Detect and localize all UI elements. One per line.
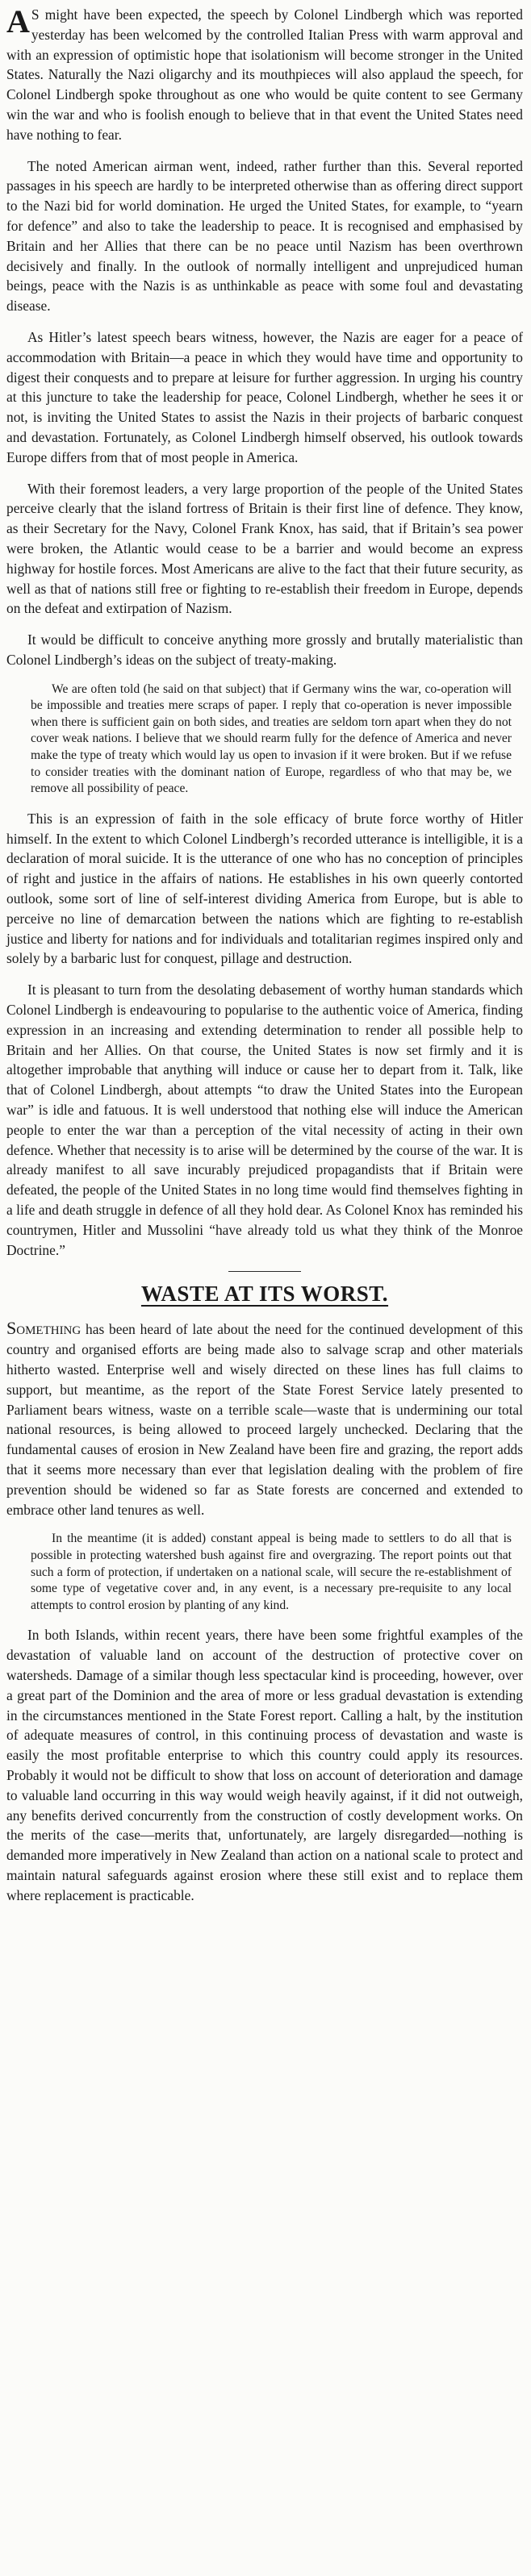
block-quote: In the meantime (it is added) constant appeal is being made to settlers to do all that is possible in protecting watershed bush against fire and overgrazing. The report points out that such a form of protection, if undertaken on a national scale, will secure the re-establishment of some type of vegetative cover and, in any event, is a necessary pre-requisite to any local attempts to control erosion by planting of any kind. bbox=[31, 1532, 512, 1612]
paragraph: This is an expression of faith in the sole efficacy of brute force worthy of Hitler himself. In the extent to which Colonel Lindbergh’s recorded utterance is intelligible, it is a declaration of moral suicide. It is the utterance of one who has no conception of principles of right and justice in the affairs of nations. He establishes in his own queerly contorted outlook, some sort of line of self-interest dividing America from Europe, but is able to perceive no line of demarcation between the nations which are fighting to re-establish justice and liberty for nations and for individuals and totalitarian regimes inspired only and solely by a barbaric lust for conquest, pillage and destruction. bbox=[6, 810, 523, 967]
section-divider bbox=[228, 1271, 301, 1272]
paragraph: With their foremost leaders, a very large proportion of the people of the United States perceive clearly that the island fortress of Britain is their first line of defence. They know, as their Secretary for the Navy, Colonel Frank Knox, has said, that if Britain’s sea power were broken, the Atlantic would cease to be a barrier and would become an express highway for hostile forces. Most Americans are alive to the fact that their future security, as well as that of nations still free or fighting to re-establish their freedom in Europe, depends on the defeat and extirpation of Nazism. bbox=[6, 480, 523, 617]
paragraph: It would be difficult to conceive anything more grossly and brutally materialistic than Colonel Lindbergh’s ideas on the subject of treaty-making. bbox=[6, 631, 523, 668]
paragraph: The noted American airman went, indeed, rather further than this. Several reported passages in his speech are hardly to be interpreted otherwise than as offering direct support to the Nazi bid for world domination. He urged the United States, for example, to “yearn for defence” and also to take the leadership to peace. It is recognised and emphasised by Britain and her Allies that there can be no peace until Nazism has been overthrown decisively and finally. In the outlook of normally intelligent and unprejudiced human beings, peace with the Nazis is as unthinkable as peace with some foul and devastating disease. bbox=[6, 157, 523, 315]
paragraph: In both Islands, within recent years, there have been some frightful examples of the devastation of valuable land on account of the destruction of protective cover on watersheds. Damage of a similar though less spectacular kind is proceeding, however, over a great part of the Dominion and the area of more or less gradual devastation is extending in the circumstances mentioned in the State Forest report. Calling a halt, by the institution of adequate measures of control, in this continuing process of devastation and waste is easily the most profitable enterprise to which this country could apply its resources. Probably it would not be difficult to show that loss on account of deterioration and damage to valuable land occurring in this way would weigh heavily against, if it did not outweigh, any benefits derived concurrently from the construction of costly development works. On the merits of the case—merits that, unfortunately, are largely disregarded—nothing is demanded more imperatively in New Zealand than action on a national scale to protect and maintain natural safeguards against erosion where these still exist and to replace them where replacement is practicable. bbox=[6, 1627, 523, 1903]
block-quote: We are often told (he said on that subject) that if Germany wins the war, co-operation will be impossible and treaties mere scraps of paper. I reply that co-operation is never impossible when there is sufficient gain on both sides, and treaties are seldom torn apart when they do not cover weak nations. I believe that we should rearm fully for the defence of America and never make the type of treaty which would lay us open to invasion if it were broken. But if we refuse to consider treaties with the dominant nation of Europe, regardless of who that may be, we remove all possibility of peace. bbox=[31, 682, 512, 796]
paragraph: As Hitler’s latest speech bears witness, however, the Nazis are eager for a peace of accommodation with Britain—a peace in which they would have time and opportunity to digest their conquests and to prepare at leisure for further aggression. In urging his country at this juncture to take the leadership for peace, Colonel Lindbergh, whether he sees it or not, is inviting the United States to assist the Nazis in their projects of barbaric conquest and devastation. Fortunately, as Colonel Lindbergh himself observed, his outlook towards Europe differs from that of most people in America. bbox=[6, 328, 523, 465]
paragraph: It is pleasant to turn from the desolating debasement of worthy human standards which Colonel Lindbergh is endeavouring to popularise to the authentic voice of America, finding expression in an increasing and extending determination to render all possible help to Britain and her Allies. On that course, the United States is now set firmly and it is altogether improbable that anything will induce or cause her to depart from it. Talk, like that of Colonel Lindbergh, about attempts “to draw the United States into the European war” is idle and fatuous. It is well understood that nothing else will induce the American people to enter the war than a perception of the vital necessity of acting in their own defence. Whether that necessity is to arise will be determined by the course of the war. It is already manifest to all save incurably prejudiced propagandists that if Britain were defeated, the people of the United States in no long time would find themselves fighting in a life and death struggle in defence of all they hold dear. As Colonel Knox has reminded his countrymen, Hitler and Mussolini “have already told us what they think of the Monroe Doctrine.” bbox=[6, 982, 523, 1258]
paragraph bbox=[6, 5, 523, 145]
paragraph bbox=[6, 1319, 523, 1519]
lindbergh-editorial bbox=[6, 5, 523, 1260]
text-column bbox=[6, 5, 523, 1916]
paragraph-text: has been heard of late about the need for the continued development of this country and organised efforts are being made also to salvage scrap and other materials hitherto wasted. Enterprise well and wisely directed on these lines has full claims to support, but meantime, as the report of the State Forest Service lately presented to Parliament bears witness, waste on a terrible scale—waste that is undermining our total national resources, is being allowed to proceed largely unchecked. Declaring that the fundamental causes of erosion in New Zealand have been fire and grazing, the report adds that it seems more necessary than ever that legislation dealing with the problem of fire prevention should be widened so far as State forests are concerned and extended to embrace other land tenures as well. bbox=[6, 1321, 523, 1518]
headline: WASTE AT ITS WORST. bbox=[140, 1282, 389, 1307]
paragraph-text: S might have been expected, the speech by Colonel Lindbergh which was reported yesterday has been welcomed by the controlled Italian Press with warm approval and with an expression of optimistic hope that isolationism will become stronger in the United States. Naturally the Nazi oligarchy and its mouthpieces will also applaud the speech, for Colonel Lindbergh spoke throughout as one who would be quite content to see Germany win the war and who is foolish enough to believe that in that event the United States need have nothing to fear. bbox=[6, 6, 523, 143]
drop-cap: A bbox=[6, 3, 30, 40]
lead-word: Something bbox=[6, 1318, 82, 1339]
waste-editorial bbox=[6, 1280, 523, 1905]
